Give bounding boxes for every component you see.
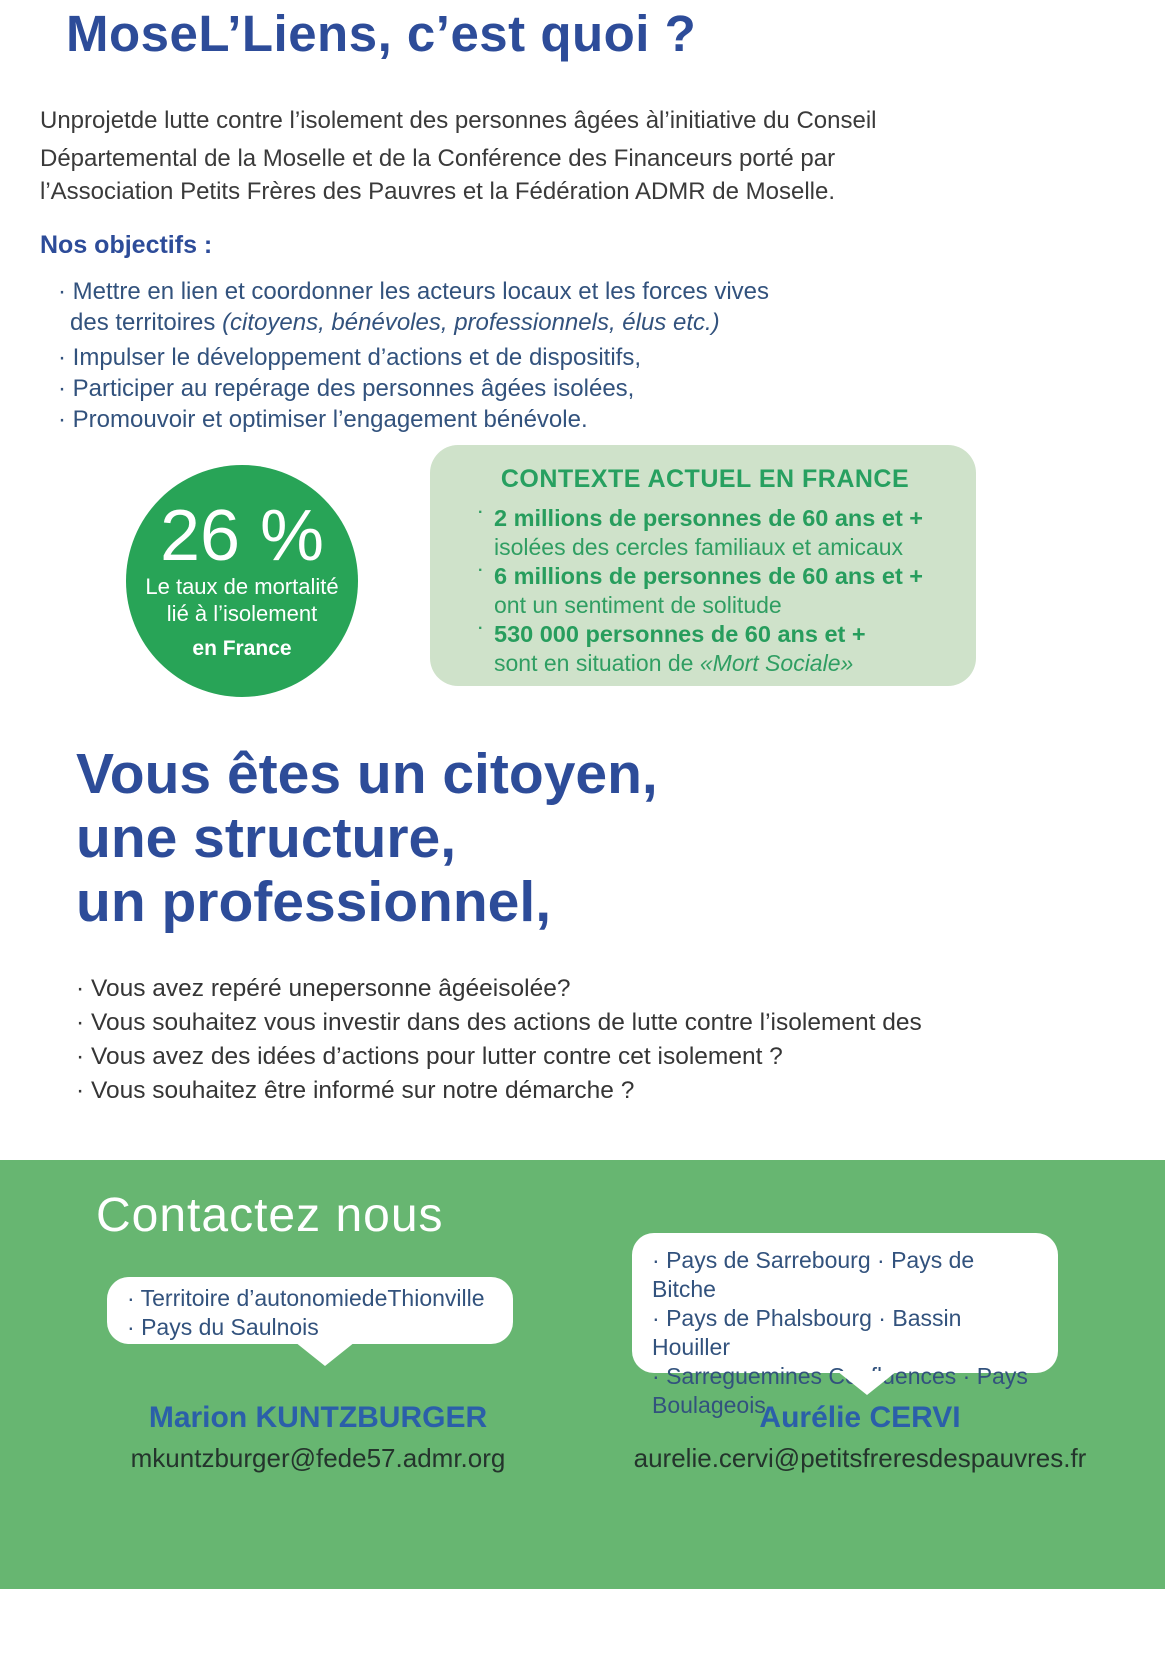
objective-item: · Impulser le développement d’actions et de dispositifs, — [58, 342, 1008, 373]
audience-heading — [76, 742, 658, 934]
audience-heading-line: Vous êtes un citoyen, — [76, 742, 658, 806]
territory-item: · Sarreguemines Confluences · Pays Boulageois — [652, 1362, 1044, 1420]
stat-caption: Le taux de mortalité — [145, 574, 339, 599]
territories-bubble-left — [107, 1277, 513, 1344]
objective-item: · Mettre en lien et coordonner les acteurs locaux et les forces vives — [58, 276, 1008, 307]
contact-section — [0, 1160, 1165, 1589]
context-stat-item: · 6 millions de personnes de 60 ans et + ont un sentiment de solitude — [478, 562, 956, 620]
objective-item: · Participer au repérage des personnes âgées isolées, — [58, 373, 1008, 404]
stat-value: 26 % — [159, 496, 325, 576]
context-box — [430, 445, 976, 686]
intro-line: Unprojetde lutte contre l’isolement des personnes âgées àl’initiative du Conseil — [40, 107, 877, 134]
context-stat-item: · 530 000 personnes de 60 ans et + sont en situation de «Mort Sociale» — [478, 620, 956, 678]
territory-item: · Territoire d’autonomiedeThionville — [127, 1284, 503, 1313]
question-item: · Vous souhaitez être informé sur notre démarche ? — [76, 1074, 1165, 1108]
context-stat-item: · 2 millions de personnes de 60 ans et + isolées des cercles familiaux et amicaux — [478, 504, 956, 562]
contact-person-left — [58, 1400, 578, 1474]
objective-item-detail: (citoyens, bénévoles, professionnels, élus etc.) — [222, 309, 720, 336]
question-item: · Vous souhaitez vous investir dans des actions de lutte contre l’isolement des — [76, 1006, 1165, 1040]
territory-item: · Pays de Phalsbourg · Bassin Houiller — [652, 1304, 1044, 1362]
objectives-list — [58, 276, 1008, 435]
stat-caption: en France — [192, 637, 292, 660]
contact-email: aurelie.cervi@petitsfreresdespauvres.fr — [633, 1443, 1087, 1473]
intro-paragraph — [40, 104, 1125, 208]
contact-name: Aurélie CERVI — [759, 1401, 961, 1434]
context-box-title: CONTEXTE ACTUEL EN FRANCE — [500, 465, 910, 493]
intro-line: l’Association Petits Frères des Pauvres et la Fédération ADMR de Moselle. — [40, 178, 836, 205]
contact-name: Marion KUNTZBURGER — [148, 1401, 488, 1434]
territory-item: · Pays de Sarrebourg · Pays de Bitche — [652, 1246, 1044, 1304]
objectives-heading: Nos objectifs : — [40, 231, 213, 259]
page-title: MoseL’Liens, c’est quoi ? — [66, 5, 697, 62]
bubble-tail — [837, 1371, 897, 1395]
contact-heading: Contactez nous — [96, 1189, 444, 1242]
questions-list — [76, 972, 1165, 1108]
stat-circle — [126, 465, 358, 697]
objective-item: · Promouvoir et optimiser l’engagement bénévole. — [58, 404, 1008, 435]
bubble-tail — [295, 1342, 355, 1366]
stat-caption: lié à l’isolement — [166, 601, 318, 626]
question-item: · Vous avez repéré unepersonne âgéeisolée? — [76, 972, 1165, 1006]
intro-line: Départemental de la Moselle et de la Conférence des Financeurs porté par — [40, 145, 836, 172]
question-item: · Vous avez des idées d’actions pour lutter contre cet isolement ? — [76, 1040, 1165, 1074]
contact-email: mkuntzburger@fede57.admr.org — [130, 1443, 506, 1473]
territory-item: · Pays du Saulnois — [127, 1313, 503, 1342]
audience-heading-line: un professionnel, — [76, 870, 552, 934]
audience-heading-line: une structure, — [76, 806, 457, 870]
contact-person-right — [600, 1400, 1120, 1474]
objective-item-continuation: des territoires (citoyens, bénévoles, professionnels, élus etc.) — [70, 309, 720, 336]
